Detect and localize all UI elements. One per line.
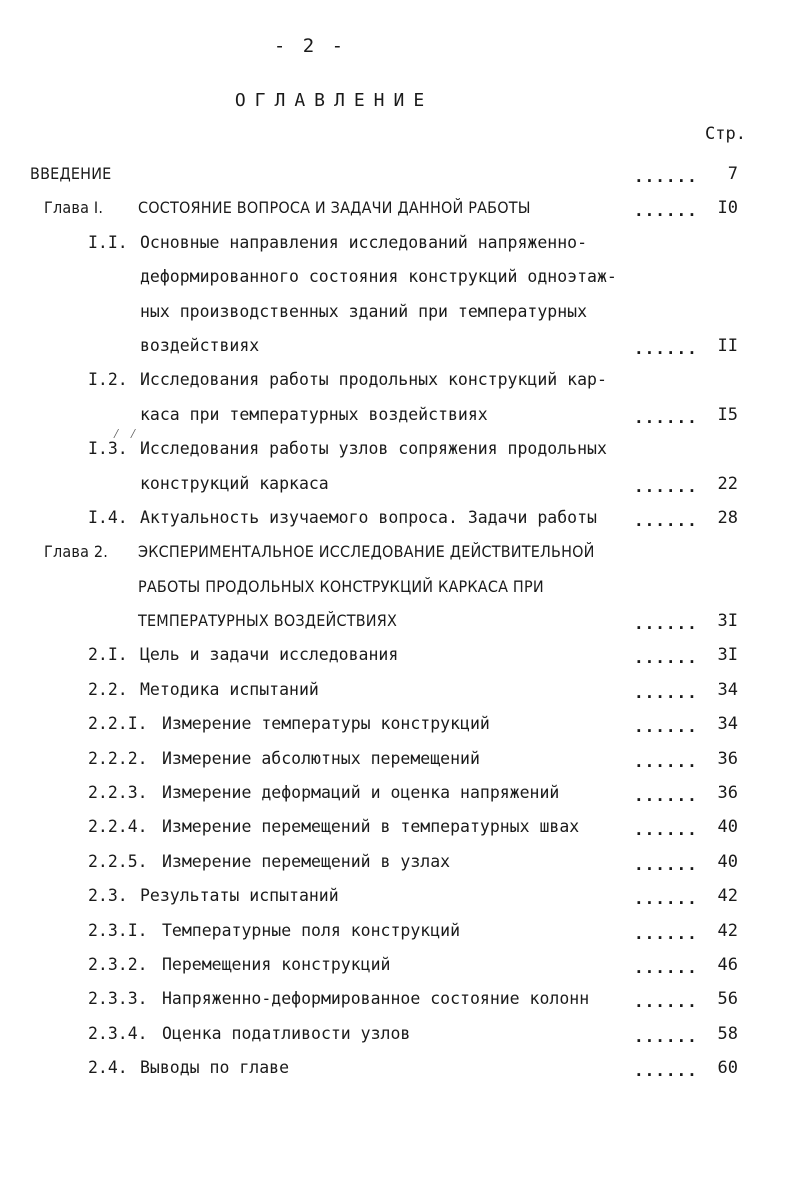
toc-entry-text: Напряженно-деформированное состояние колонн [162, 989, 590, 1009]
toc-page-number: 28 [717, 507, 738, 528]
toc-entry-number: Глава I. [44, 198, 104, 218]
toc-leader-dots: ...... [634, 201, 698, 221]
toc-line [0, 467, 796, 501]
toc-leader-dots: ...... [634, 786, 698, 806]
toc-entry-text: каса при температурных воздействиях [140, 404, 488, 424]
toc-entry-number: 2.2. [88, 679, 128, 699]
toc-entry-text: Измерение перемещений в узлах [162, 851, 451, 871]
table-of-contents [0, 157, 796, 1086]
toc-page-number: 22 [717, 473, 738, 494]
toc-entry-text: воздействиях [140, 335, 260, 355]
toc-entry-text: Актуальность изучаемого вопроса. Задачи работы [140, 507, 597, 527]
toc-page-number: 42 [717, 886, 738, 907]
toc-entry-text: Результаты испытаний [140, 886, 339, 906]
toc-leader-dots: ...... [634, 1026, 698, 1046]
toc-entry-number: 2.3.I. [88, 920, 148, 940]
toc-leader-dots: ...... [634, 889, 698, 909]
toc-line [0, 226, 796, 260]
toc-entry-number: I.3. [88, 439, 128, 459]
toc-page-number: 3I [717, 645, 738, 666]
toc-entry-text: ТЕМПЕРАТУРНЫХ ВОЗДЕЙСТВИЯХ [138, 611, 398, 631]
toc-leader-dots: ...... [634, 751, 698, 771]
toc-page-number: 40 [717, 851, 738, 872]
toc-page-number: 58 [717, 1023, 738, 1044]
toc-entry-text: Исследования работы узлов сопряжения продольных [140, 439, 607, 459]
toc-entry-number: 2.3.4. [88, 1023, 148, 1043]
toc-entry-text: Температурные поля конструкций [162, 920, 461, 940]
toc-line [0, 982, 796, 1016]
toc-page-number: 3I [717, 611, 738, 632]
toc-line [0, 776, 796, 810]
page-number: - 2 - [273, 35, 347, 57]
toc-entry-number: 2.3. [88, 886, 128, 906]
toc-entry-number: 2.3.2. [88, 954, 148, 974]
toc-line [0, 501, 796, 535]
toc-page-number: 7 [727, 164, 738, 184]
toc-entry-text: конструкций каркаса [140, 473, 329, 493]
toc-leader-dots: ...... [634, 682, 698, 702]
toc-entry-number: 2.2.3. [88, 783, 148, 803]
toc-line [0, 1017, 796, 1051]
toc-entry-number: I.2. [88, 370, 128, 390]
toc-line [0, 604, 796, 638]
toc-line [0, 157, 796, 191]
toc-leader-dots: ...... [634, 476, 698, 496]
toc-entry-text: деформированного состояния конструкций одноэтаж- [140, 267, 617, 287]
toc-line [0, 742, 796, 776]
toc-leader-dots: ...... [634, 854, 698, 874]
toc-entry-text: Измерение температуры конструкций [162, 714, 490, 734]
toc-line [0, 948, 796, 982]
toc-leader-dots: ...... [634, 167, 698, 186]
toc-page-number: 34 [717, 714, 738, 735]
toc-page-number: I0 [717, 198, 738, 219]
toc-line [0, 810, 796, 844]
toc-line [0, 295, 796, 329]
toc-leader-dots: ...... [634, 957, 698, 977]
toc-line [0, 570, 796, 604]
toc-entry-number: 2.I. [88, 645, 128, 665]
toc-line [0, 535, 796, 569]
toc-page-number: II [717, 335, 738, 356]
toc-entry-number: 2.3.3. [88, 989, 148, 1009]
toc-entry-text: Цель и задачи исследования [140, 645, 399, 665]
toc-entry-text: Методика испытаний [140, 679, 319, 699]
toc-entry-text: ВВЕДЕНИЕ [30, 164, 112, 183]
toc-entry-number: Глава 2. [44, 542, 109, 562]
toc-entry-text: Исследования работы продольных конструкций кар- [140, 370, 607, 390]
page-column-label: Стр. [705, 124, 746, 144]
toc-entry-text: ЭКСПЕРИМЕНТАЛЬНОЕ ИССЛЕДОВАНИЕ ДЕЙСТВИТЕЛЬНОЙ [138, 542, 595, 562]
toc-leader-dots: ...... [634, 338, 698, 358]
toc-line [0, 638, 796, 672]
toc-leader-dots: ...... [634, 648, 698, 668]
toc-leader-dots: ...... [634, 407, 698, 427]
toc-page-number: 56 [717, 989, 738, 1010]
toc-entry-number: 2.2.I. [88, 714, 148, 734]
toc-line [0, 914, 796, 948]
toc-page-number: 34 [717, 679, 738, 700]
toc-line [0, 363, 796, 397]
toc-entry-text: Перемещения конструкций [162, 954, 391, 974]
toc-line [0, 879, 796, 913]
toc-entry-number: I.4. [88, 507, 128, 527]
toc-page-number: I5 [717, 404, 738, 425]
toc-entry-text: Измерение абсолютных перемещений [162, 748, 480, 768]
toc-page-number: 42 [717, 920, 738, 941]
toc-entry-number: I.I. [88, 232, 128, 252]
toc-line [0, 329, 796, 363]
toc-page-number: 40 [717, 817, 738, 838]
toc-entry-text: РАБОТЫ ПРОДОЛЬНЫХ КОНСТРУКЦИЙ КАРКАСА ПРИ [138, 576, 544, 596]
toc-line [0, 191, 796, 225]
toc-entry-text: Измерение деформаций и оценка напряжений [162, 783, 560, 803]
toc-entry-number: 2.2.5. [88, 851, 148, 871]
toc-leader-dots: ...... [634, 992, 698, 1012]
toc-entry-number: 2.2.2. [88, 748, 148, 768]
toc-entry-text: Основные направления исследований напряженно- [140, 232, 588, 252]
toc-line [0, 673, 796, 707]
toc-entry-text: Выводы по главе [140, 1058, 290, 1078]
toc-page-number: 60 [717, 1058, 738, 1079]
document-title: ОГЛАВЛЕНИЕ [234, 90, 434, 111]
toc-entry-text: Оценка податливости узлов [162, 1023, 411, 1043]
toc-entry-text: СОСТОЯНИЕ ВОПРОСА И ЗАДАЧИ ДАННОЙ РАБОТЫ [138, 198, 531, 218]
toc-leader-dots: ...... [634, 923, 698, 943]
toc-leader-dots: ...... [634, 820, 698, 840]
toc-page-number: 46 [717, 954, 738, 975]
toc-line [0, 845, 796, 879]
toc-page-number: 36 [717, 783, 738, 804]
toc-entry-number: 2.2.4. [88, 817, 148, 837]
toc-entry-text: Измерение перемещений в температурных швах [162, 817, 580, 837]
toc-leader-dots: ...... [634, 1061, 698, 1081]
toc-entry-text: ных производственных зданий при температурных [140, 301, 588, 321]
toc-leader-dots: ...... [634, 614, 698, 634]
toc-line [0, 707, 796, 741]
toc-leader-dots: ...... [634, 717, 698, 737]
toc-line [0, 1051, 796, 1085]
toc-leader-dots: ...... [634, 510, 698, 530]
toc-line [0, 260, 796, 294]
toc-page-number: 36 [717, 748, 738, 769]
handwritten-mark: ⁄ ⁄ [112, 426, 138, 442]
toc-entry-number: 2.4. [88, 1058, 128, 1078]
